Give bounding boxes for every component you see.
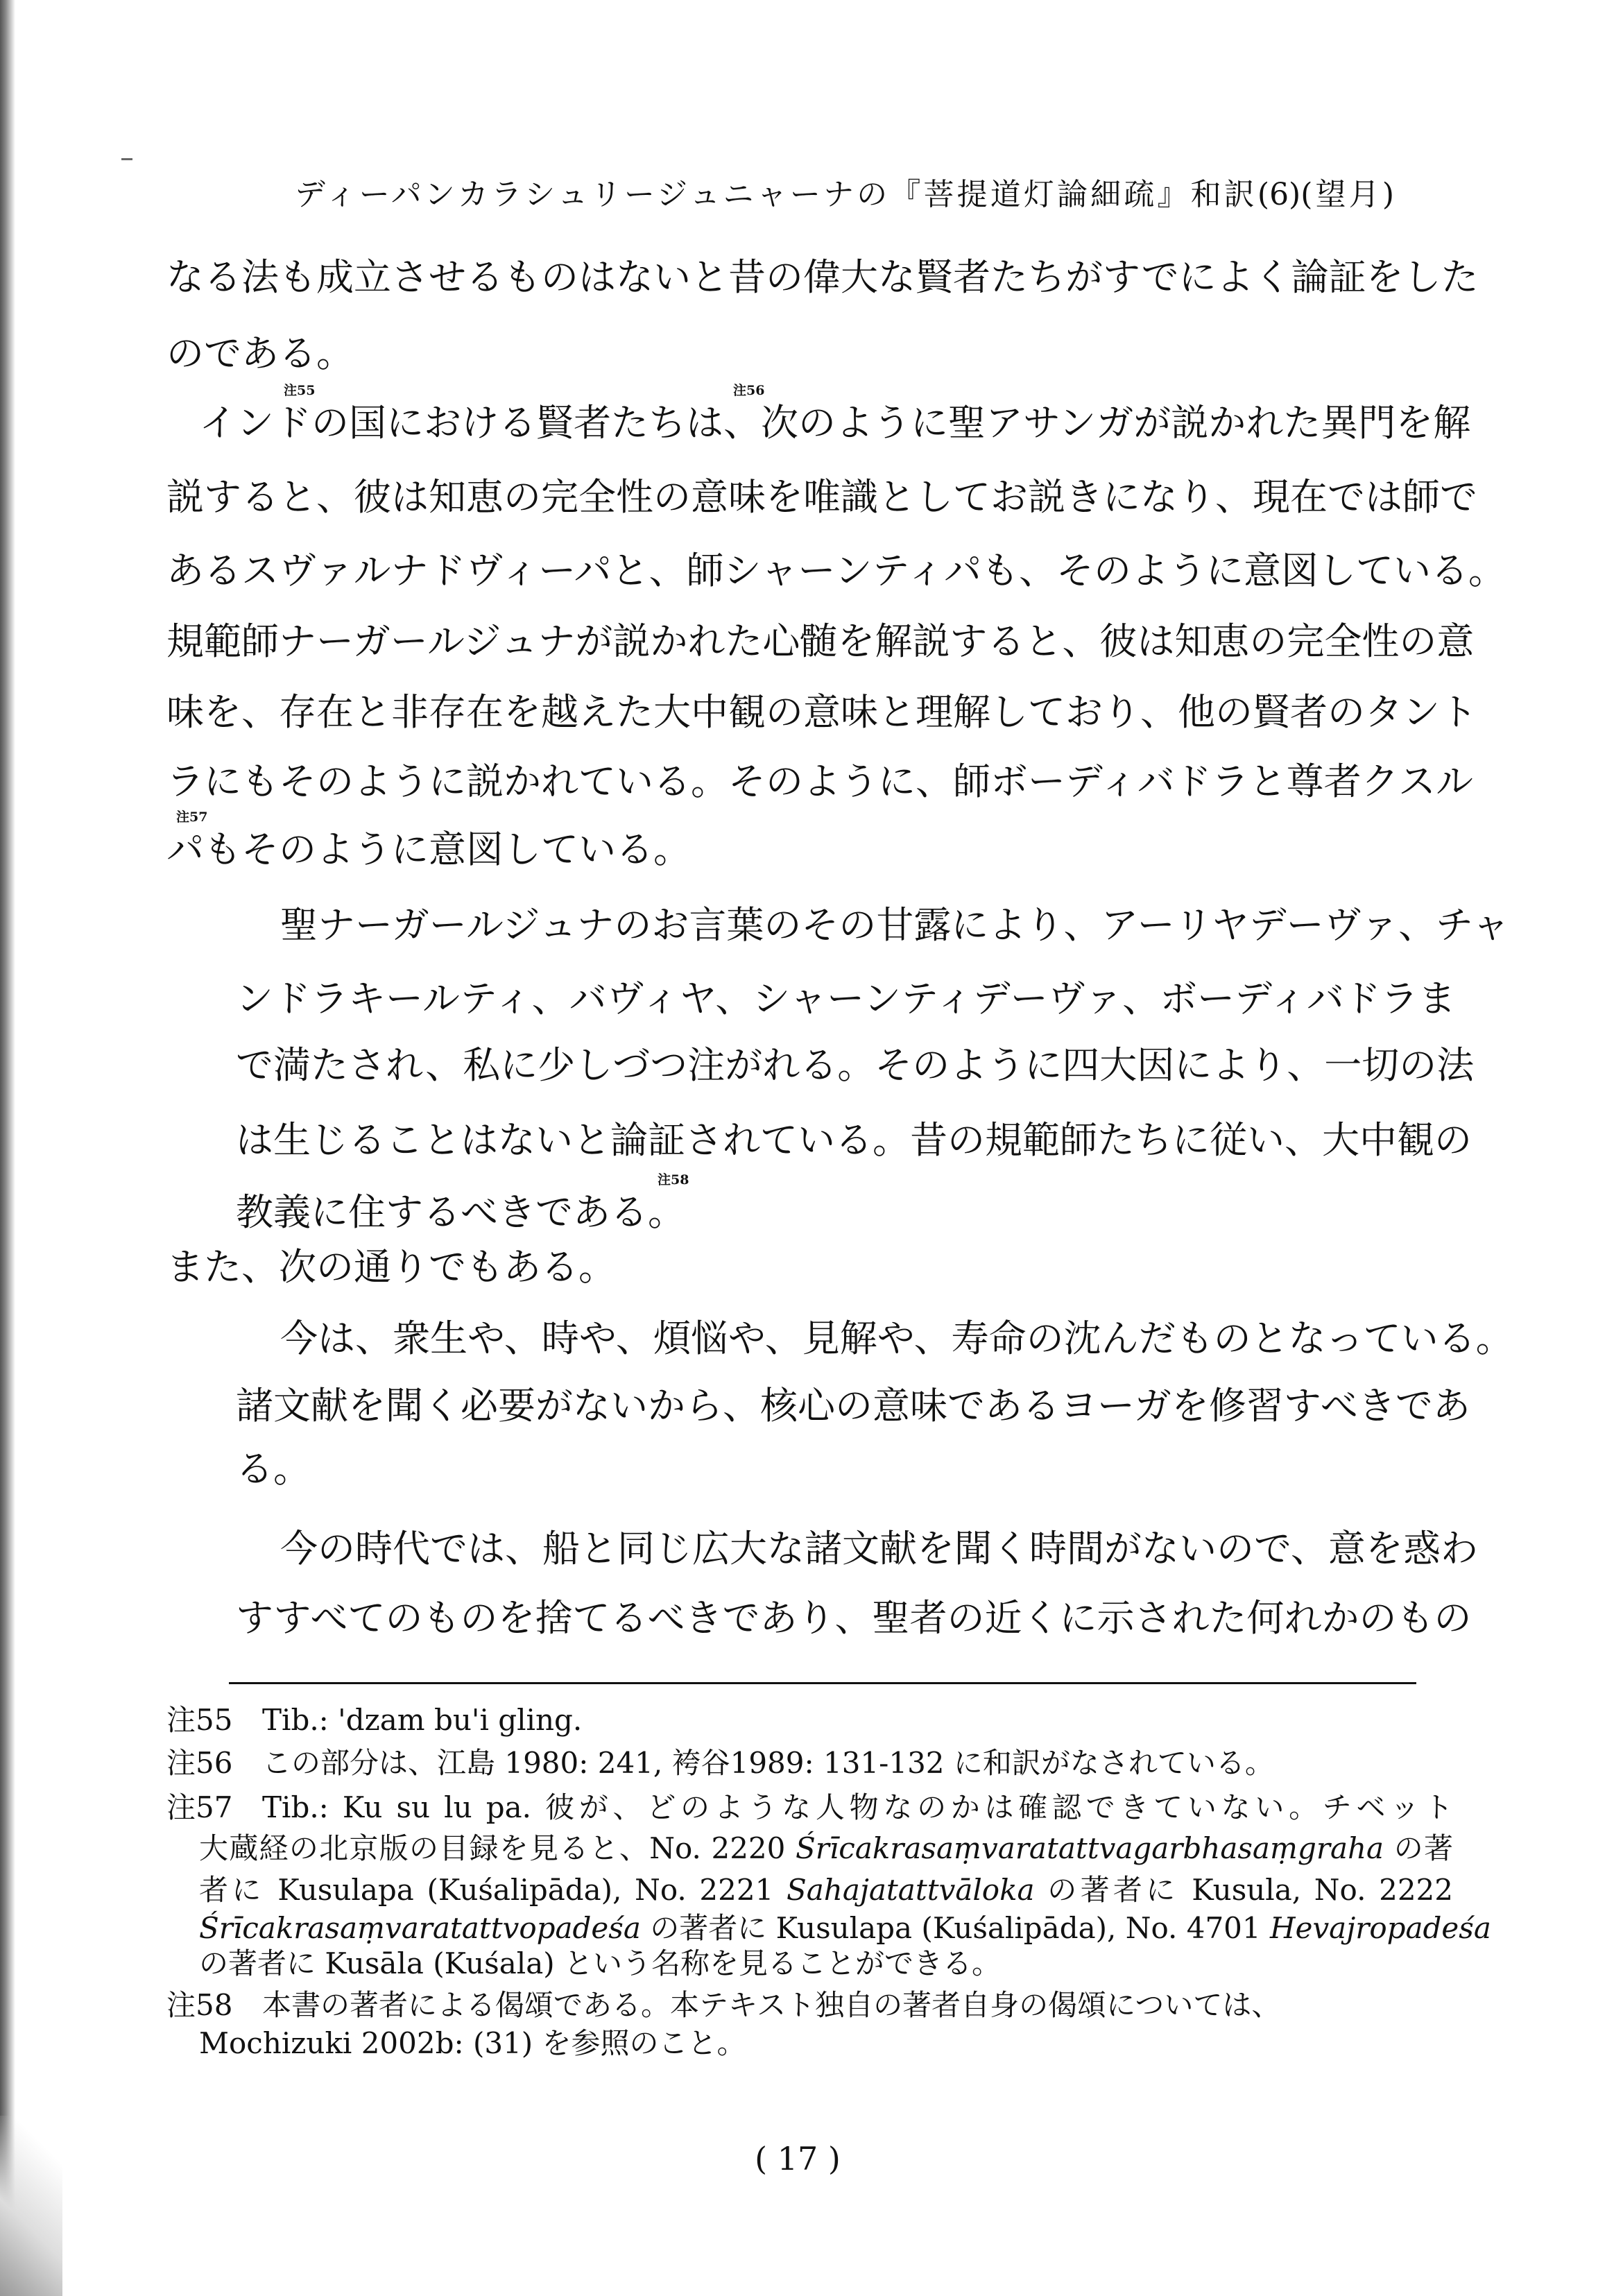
running-header: ディーパンカラシュリージュニャーナの『菩提道灯論細疏』和訳(6)(望月) [295, 177, 1394, 212]
body-line [236, 1384, 1470, 1428]
footnote-label: 注55 [166, 1703, 233, 1737]
text-run: なる法も成立させるものはないと昔の偉大な賢者たちがすでによく論証をした [166, 255, 1479, 299]
text-run: の著 [1384, 1831, 1453, 1865]
text-run: 本書の著者による偈頌である。本テキスト独自の著者自身の偈頌については、 [262, 1988, 1281, 2022]
footnote-label: 注57 [166, 1790, 233, 1824]
footnote-label: 注58 [166, 1988, 233, 2022]
body-line [280, 1317, 1513, 1360]
body-line [236, 1172, 689, 1234]
body-line [166, 549, 1506, 592]
text-run: の著者に Kusula, No. 2222 [1034, 1873, 1454, 1907]
body-line [280, 903, 1510, 947]
scan-edge-shadow [0, 0, 15, 2296]
text-run: Tib.: 'dzam bu'i gling. [262, 1703, 583, 1737]
body-line [166, 760, 1474, 803]
text-run: Tib.: Ku su lu pa. 彼が、どのような人物なのかは確認できていない。チベット [262, 1790, 1453, 1824]
text-run: の著者に Kusulapa (Kuśalipāda), No. 4701 [640, 1911, 1270, 1945]
text-run: る。 [236, 1447, 311, 1491]
text-run: は生じることはないと論証されている。昔の規範師たちに従い、大中観の [236, 1118, 1472, 1162]
body-line [166, 809, 691, 871]
body-line [166, 619, 1475, 663]
text-run: 教義に住するべきである。 [236, 1190, 685, 1234]
note-reference: 注58 [658, 1172, 689, 1188]
body-line [236, 1118, 1472, 1162]
text-run: すすべてのものを捨てるべきであり、聖者の近くに示された何れかのもの [236, 1596, 1472, 1640]
text-run: 説すると、彼は知恵の完全性の意味を唯識としてお説きになり、現在では師で [166, 475, 1477, 519]
footnote-line [199, 1947, 1001, 1980]
footnote-line [199, 1911, 1491, 1945]
note-reference: 注55 [284, 383, 316, 398]
text-run: で満たされ、私に少しづつ注がれる。そのように四大因により、一切の法 [236, 1043, 1475, 1087]
footnote-line [166, 1791, 1453, 1824]
italic-title: Sahajatattvāloka [786, 1873, 1035, 1907]
text-run: のである。 [166, 332, 354, 375]
body-line [166, 255, 1479, 299]
text-run: ラにもそのように説かれている。そのように、師ボーディバドラと尊者クスル [166, 760, 1474, 803]
text-run: 次のように聖アサンガが説かれた異門を解 [761, 401, 1471, 445]
note-reference: 注57 [176, 809, 208, 825]
text-run: ンドラキールティ、バヴィヤ、シャーンティデーヴァ、ボーディバドラま [236, 977, 1456, 1020]
text-run: 聖ナーガールジュナのお言葉のその甘露により、アーリヤデーヴァ、チャ [280, 903, 1510, 947]
italic-title: Śrīcakrasaṃvaratattvopadeśa [199, 1911, 641, 1945]
body-line [236, 1043, 1475, 1087]
text-run: インド [199, 401, 311, 445]
text-run: の著者に Kusāla (Kuśala) という名称を見ることができる。 [199, 1946, 1001, 1980]
text-run: の国における賢者たちは、 [311, 401, 761, 445]
body-line [166, 333, 354, 375]
footnote-line [166, 1747, 1453, 1780]
body-line [280, 1527, 1478, 1570]
note-reference: 注56 [733, 383, 765, 398]
text-run: パ [166, 828, 204, 871]
footnote-line [199, 1832, 1453, 1865]
text-run: この部分は、江島 1980: 241, 袴谷1989: 131-132 に和訳がなされている。 [262, 1746, 1274, 1780]
text-run: 諸文献を聞く必要がないから、核心の意味であるヨーガを修習すべきであ [236, 1384, 1470, 1428]
text-run: 大蔵経の北京版の目録を見ると、No. 2220 [199, 1831, 796, 1865]
footnote-line [166, 1704, 582, 1737]
body-line [166, 690, 1477, 734]
text-run: また、次の通りでもある。 [166, 1245, 616, 1289]
footnote-line [199, 1874, 1453, 1907]
italic-title: Śrīcakrasaṃvaratattvagarbhasaṃgraha [796, 1831, 1384, 1865]
text-run: Mochizuki 2002b: (31) を参照のこと。 [199, 2026, 746, 2060]
text-run: あるスヴァルナドヴィーパと、師シャーンティパも、そのように意図している。 [166, 549, 1506, 592]
text-run: 味を、存在と非存在を越えた大中観の意味と理解しており、他の賢者のタント [166, 690, 1477, 734]
text-run: もそのように意図している。 [204, 828, 691, 871]
footnote-line [166, 1989, 1453, 2022]
italic-title: Hevajropadeśa [1269, 1911, 1491, 1945]
body-line [236, 977, 1456, 1020]
page-number: ( 17 ) [755, 2140, 841, 2177]
body-line [199, 383, 1471, 445]
text-run: 規範師ナーガールジュナが説かれた心髄を解説すると、彼は知恵の完全性の意 [166, 619, 1475, 663]
body-line [166, 475, 1477, 519]
body-line [166, 1246, 616, 1288]
footnote-divider [229, 1682, 1416, 1684]
footnote-line [199, 2027, 746, 2060]
body-line [236, 1448, 311, 1490]
margin-mark [121, 158, 132, 160]
text-run: 今は、衆生や、時や、煩悩や、見解や、寿命の沈んだものとなっている。 [280, 1317, 1513, 1360]
text-run: 今の時代では、船と同じ広大な諸文献を聞く時間がないので、意を惑わ [280, 1527, 1478, 1570]
footnote-label: 注56 [166, 1746, 233, 1780]
body-line [236, 1596, 1472, 1640]
text-run: 者に Kusulapa (Kuśalipāda), No. 2221 [199, 1873, 787, 1907]
